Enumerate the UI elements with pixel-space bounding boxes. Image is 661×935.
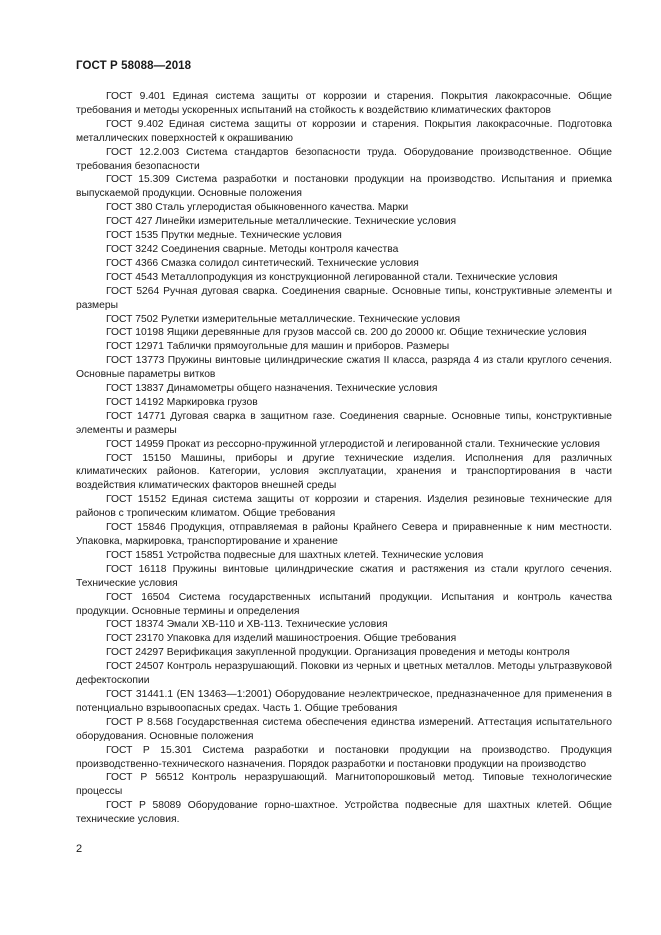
reference-item: ГОСТ 31441.1 (EN 13463—1:2001) Оборудование неэлектрическое, предназначенное для применения в потенциально взрывоопасных средах. Часть 1. Общие требования xyxy=(76,688,612,714)
page-number: 2 xyxy=(76,843,83,855)
reference-item: ГОСТ 13773 Пружины винтовые цилиндрические сжатия II класса, разряда 4 из стали круглого сечения. Основные параметры витков xyxy=(76,355,612,381)
reference-item: ГОСТ 12.2.003 Система стандартов безопасности труда. Оборудование производственное. Общие требования безопасности xyxy=(76,146,612,172)
reference-item: ГОСТ 4366 Смазка солидол синтетический. Технические условия xyxy=(106,257,419,269)
reference-item: ГОСТ 15851 Устройства подвесные для шахтных клетей. Технические условия xyxy=(106,549,484,561)
reference-item: ГОСТ 14959 Прокат из рессорно-пружинной углеродистой и легированной стали. Технические условия xyxy=(106,438,600,450)
reference-item: ГОСТ 427 Линейки измерительные металлические. Технические условия xyxy=(106,216,457,228)
reference-item: ГОСТ Р 56512 Контроль неразрушающий. Магнитопорошковый метод. Типовые технологические процессы xyxy=(76,772,612,798)
reference-item: ГОСТ 3242 Соединения сварные. Методы контроля качества xyxy=(106,243,399,255)
reference-item: ГОСТ 9.402 Единая система защиты от коррозии и старения. Покрытия лакокрасочные. Подготовка металлических поверхностей к окрашиванию xyxy=(76,118,612,144)
reference-item: ГОСТ Р 8.568 Государственная система обеспечения единства измерений. Аттестация испытательного оборудования. Основные положения xyxy=(76,716,612,742)
reference-item: ГОСТ 15150 Машины, приборы и другие технические изделия. Исполнения для различных климатических районов. Категории, условия эксплуатации, хранения и транспортирования в части воздействия климатических факторов внешней среды xyxy=(76,452,612,492)
reference-item: ГОСТ 5264 Ручная дуговая сварка. Соединения сварные. Основные типы, конструктивные элементы и размеры xyxy=(76,285,612,311)
reference-item: ГОСТ 380 Сталь углеродистая обыкновенного качества. Марки xyxy=(106,202,409,214)
reference-item: ГОСТ 15.309 Система разработки и постановки продукции на производство. Испытания и приемка выпускаемой продукции. Основные положения xyxy=(76,174,612,200)
reference-item: ГОСТ 10198 Ящики деревянные для грузов массой св. 200 до 20000 кг. Общие технические условия xyxy=(106,327,587,339)
reference-item: ГОСТ Р 15.301 Система разработки и постановки продукции на производство. Продукция производственно-технического назначения. Порядок разработки и постановки продукции на производство xyxy=(76,744,612,770)
reference-item: ГОСТ 16504 Система государственных испытаний продукции. Испытания и контроль качества продукции. Основные термины и определения xyxy=(76,591,612,617)
reference-item: ГОСТ 12971 Таблички прямоугольные для машин и приборов. Размеры xyxy=(106,341,450,353)
reference-item: ГОСТ 15152 Единая система защиты от коррозии и старения. Изделия резиновые технические для районов с тропическим климатом. Общие требования xyxy=(76,494,612,520)
reference-item: ГОСТ 4543 Металлопродукция из конструкционной легированной стали. Технические условия xyxy=(106,271,558,283)
reference-item: ГОСТ Р 58089 Оборудование горно-шахтное. Устройства подвесные для шахтных клетей. Общие технические условия. xyxy=(76,800,612,826)
reference-item: ГОСТ 13837 Динамометры общего назначения. Технические условия xyxy=(106,383,438,395)
reference-item: ГОСТ 18374 Эмали ХВ-110 и ХВ-113. Технические условия xyxy=(106,619,388,631)
reference-item: ГОСТ 9.401 Единая система защиты от коррозии и старения. Покрытия лакокрасочные. Общие требования и методы ускоренных испытаний на стойкость к воздействию климатических факторов xyxy=(76,91,612,116)
normative-references-list xyxy=(76,90,612,827)
reference-item: ГОСТ 24507 Контроль неразрушающий. Поковки из черных и цветных металлов. Методы ультразвуковой дефектоскопии xyxy=(76,661,612,687)
reference-item: ГОСТ 15846 Продукция, отправляемая в районы Крайнего Севера и приравненные к ним местности. Упаковка, маркировка, транспортирование и хранение xyxy=(76,522,612,547)
reference-item: ГОСТ 14192 Маркировка грузов xyxy=(106,396,258,408)
reference-item: ГОСТ 16118 Пружины винтовые цилиндрические сжатия и растяжения из стали круглого сечения. Технические условия xyxy=(76,563,612,589)
reference-item: ГОСТ 14771 Дуговая сварка в защитном газе. Соединения сварные. Основные типы, конструктивные элементы и размеры xyxy=(76,410,612,436)
reference-item: ГОСТ 23170 Упаковка для изделий машиностроения. Общие требования xyxy=(106,633,457,645)
reference-item: ГОСТ 1535 Прутки медные. Технические условия xyxy=(106,230,342,242)
document-header: ГОСТ Р 58088—2018 xyxy=(76,60,192,72)
reference-item: ГОСТ 7502 Рулетки измерительные металлические. Технические условия xyxy=(106,313,461,325)
reference-item: ГОСТ 24297 Верификация закупленной продукции. Организация проведения и методы контроля xyxy=(106,647,570,659)
